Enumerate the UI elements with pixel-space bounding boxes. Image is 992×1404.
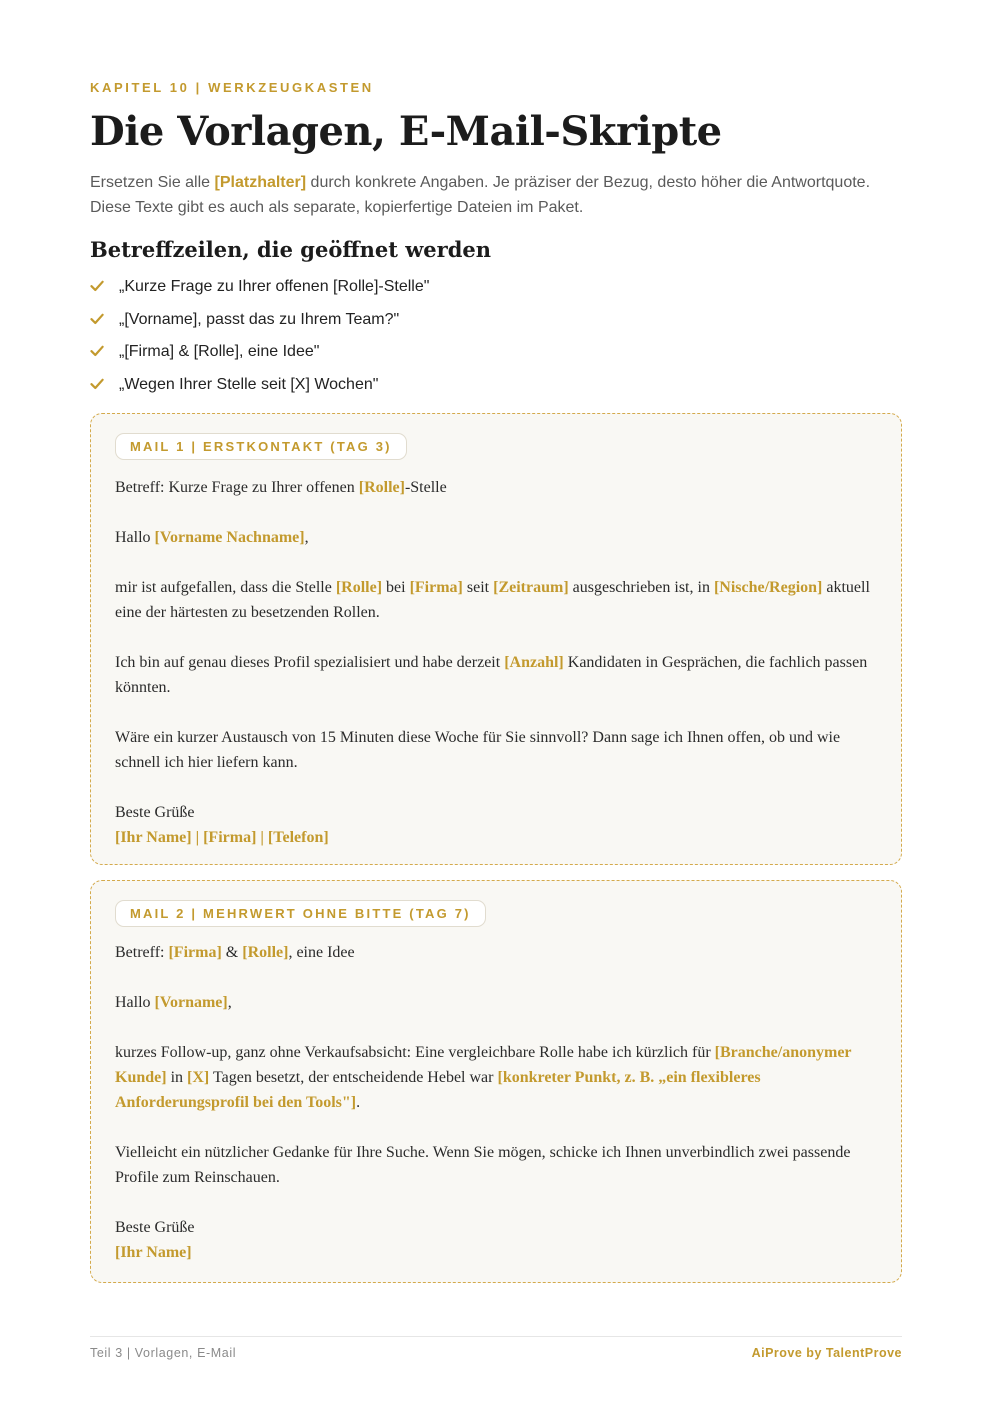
mail-text: , eine Idee (288, 944, 355, 961)
page-title: Die Vorlagen, E-Mail-Skripte (90, 108, 722, 155)
subject-line-text: „[Firma] & [Rolle], eine Idee" (119, 343, 320, 361)
mail-text: mir ist aufgefallen, dass die Stelle (115, 579, 336, 596)
placeholder-highlight: [Rolle] (358, 479, 405, 496)
check-icon (90, 279, 104, 293)
mail-text: Ich bin auf genau dieses Profil spezialisiert und habe derzeit (115, 654, 505, 671)
check-icon (90, 377, 104, 391)
placeholder-highlight: [Vorname] (154, 994, 228, 1011)
mail-text: Hallo (115, 994, 155, 1011)
subject-line-text: „Wegen Ihrer Stelle seit [X] Wochen" (119, 375, 379, 393)
placeholder-highlight: [Rolle] (335, 579, 383, 596)
mail-text: -Stelle (404, 479, 447, 496)
mail-template-card-1 (90, 413, 902, 865)
mail-text: Betreff: (115, 944, 169, 961)
signature-placeholder: [Ihr Name] | [Firma] | [Telefon] (115, 829, 329, 846)
chapter-kicker: KAPITEL 10 | WERKZEUGKASTEN (90, 80, 374, 95)
mail-text: Betreff: Kurze Frage zu Ihrer offenen (115, 479, 359, 496)
mail-template-card-2 (90, 880, 902, 1283)
mail-closing: Beste Grüße (115, 1219, 195, 1236)
mail-subject (115, 940, 879, 965)
mail-paragraph (115, 650, 879, 700)
mail-signoff (115, 800, 879, 850)
mail-label-badge: MAIL 1 | ERSTKONTAKT (TAG 3) (115, 433, 407, 460)
mail-label-badge: MAIL 2 | MEHRWERT OHNE BITTE (TAG 7) (115, 900, 486, 927)
mail-signoff (115, 1215, 879, 1265)
subject-line-text: „Kurze Frage zu Ihrer offenen [Rolle]-Stelle" (119, 278, 430, 295)
subject-lines-list (90, 276, 429, 406)
placeholder-highlight: [konkreter Punkt, z. B. „ein flexibleres Anforderungsprofil bei den Tools"] (115, 1069, 761, 1111)
mail-body (115, 940, 879, 1265)
mail-text: Hallo (115, 529, 155, 546)
list-item (90, 374, 429, 407)
mail-paragraph (115, 575, 879, 625)
mail-text: ausgeschrieben ist, in (568, 579, 714, 596)
footer-divider (90, 1336, 902, 1337)
check-icon (90, 312, 104, 326)
mail-paragraph (115, 1040, 879, 1115)
placeholder-highlight: [Zeitraum] (493, 579, 569, 596)
placeholder-highlight: [Nische/Region] (713, 579, 823, 596)
mail-greeting (115, 525, 879, 550)
placeholder-highlight: [Rolle] (242, 944, 289, 961)
mail-text: & (221, 944, 243, 961)
mail-text: . (356, 1094, 361, 1111)
mail-text: aktuell eine der härtesten zu besetzenden Rollen. (115, 579, 870, 621)
mail-paragraph: Vielleicht ein nützlicher Gedanke für Ihre Suche. Wenn Sie mögen, schicke ich Ihnen unverbindlich zwei passende Profile zum Reinschauen. (115, 1144, 851, 1186)
subject-line-text: „[Vorname], passt das zu Ihrem Team?" (119, 310, 400, 328)
mail-text: Tagen besetzt, der entscheidende Hebel war (209, 1069, 498, 1086)
intro-text (90, 170, 870, 220)
mail-subject (115, 475, 879, 500)
mail-text: seit (462, 579, 494, 596)
mail-text: Kandidaten in Gesprächen, die fachlich passen könnten. (115, 654, 868, 696)
placeholder-highlight: [Branche/anonymer Kunde] (115, 1044, 852, 1086)
placeholder-highlight: [Anzahl] (504, 654, 564, 671)
subjects-heading: Betreffzeilen, die geöffnet werden (90, 237, 492, 262)
list-item (90, 276, 429, 309)
footer-section-label: Teil 3 | Vorlagen, E-Mail (90, 1346, 237, 1360)
mail-greeting (115, 990, 879, 1015)
mail-text: bei (382, 579, 410, 596)
mail-closing: Beste Grüße (115, 804, 195, 821)
mail-text: kurzes Follow-up, ganz ohne Verkaufsabsicht: Eine vergleichbare Rolle habe ich kürzlich für (115, 1044, 715, 1061)
signature-placeholder: [Ihr Name] (115, 1244, 192, 1261)
mail-body (115, 475, 879, 850)
footer-brand: AiProve by TalentProve (751, 1346, 902, 1360)
mail-paragraph: Wäre ein kurzer Austausch von 15 Minuten diese Woche für Sie sinnvoll? Dann sage ich Ihnen offen, ob und wie schnell ich hier liefern kann. (115, 729, 841, 771)
check-icon (90, 344, 104, 358)
mail-text: in (166, 1069, 188, 1086)
list-item (90, 341, 429, 374)
placeholder-highlight: [Firma] (409, 579, 463, 596)
intro-text-part: durch konkrete Angaben. Je präziser der Bezug, desto höher die Antwortquote. Diese Texte gibt es auch als separate, kopierfertige Dateien im Paket. (90, 174, 871, 216)
placeholder-highlight: [Firma] (168, 944, 222, 961)
placeholder-highlight: [Platzhalter] (214, 174, 307, 191)
list-item (90, 309, 429, 342)
placeholder-highlight: [Vorname Nachname] (154, 529, 305, 546)
intro-text-part: Ersetzen Sie alle (90, 174, 215, 191)
mail-text: , (304, 529, 309, 546)
mail-text: , (227, 994, 232, 1011)
placeholder-highlight: [X] (187, 1069, 210, 1086)
